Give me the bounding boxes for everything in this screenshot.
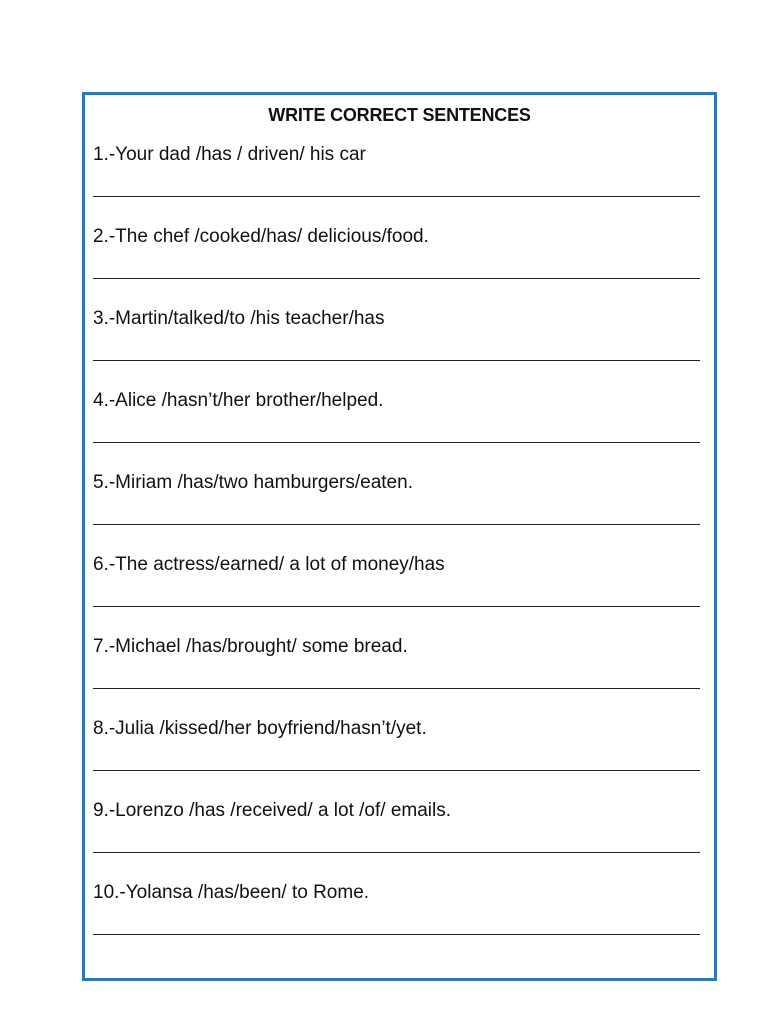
worksheet-title: WRITE CORRECT SENTENCES: [268, 105, 531, 125]
answer-line[interactable]: [93, 934, 700, 935]
exercise-item: [93, 309, 700, 391]
exercise-item: [93, 801, 700, 883]
worksheet-frame: [82, 92, 717, 981]
answer-line[interactable]: [93, 852, 700, 853]
answer-line[interactable]: [93, 196, 700, 197]
answer-line[interactable]: [93, 688, 700, 689]
exercise-sentence: 8.-Julia /kissed/her boyfriend/hasn’t/yet.: [93, 718, 427, 739]
answer-line[interactable]: [93, 360, 700, 361]
exercise-item: [93, 555, 700, 637]
exercise-sentence: 2.-The chef /cooked/has/ delicious/food.: [93, 226, 429, 247]
exercise-sentence: 7.-Michael /has/brought/ some bread.: [93, 636, 408, 657]
answer-line[interactable]: [93, 770, 700, 771]
exercise-sentence: 10.-Yolansa /has/been/ to Rome.: [93, 882, 370, 903]
answer-line[interactable]: [93, 606, 700, 607]
exercise-sentence: 6.-The actress/earned/ a lot of money/has: [93, 554, 445, 575]
exercise-item: [93, 145, 700, 227]
exercise-item: [93, 719, 700, 801]
exercise-item: [93, 637, 700, 719]
exercise-sentence: 5.-Miriam /has/two hamburgers/eaten.: [93, 472, 413, 493]
exercise-item: [93, 391, 700, 473]
exercise-sentence: 1.-Your dad /has / driven/ his car: [93, 144, 366, 165]
answer-line[interactable]: [93, 442, 700, 443]
exercise-sentence: 4.-Alice /hasn’t/her brother/helped.: [93, 390, 384, 411]
exercise-sentence: 9.-Lorenzo /has /received/ a lot /of/ emails.: [93, 800, 452, 821]
exercise-item: [93, 473, 700, 555]
answer-line[interactable]: [93, 278, 700, 279]
exercise-item: [93, 227, 700, 309]
exercise-item: [93, 883, 700, 965]
answer-line[interactable]: [93, 524, 700, 525]
exercise-sentence: 3.-Martin/talked/to /his teacher/has: [93, 308, 385, 329]
